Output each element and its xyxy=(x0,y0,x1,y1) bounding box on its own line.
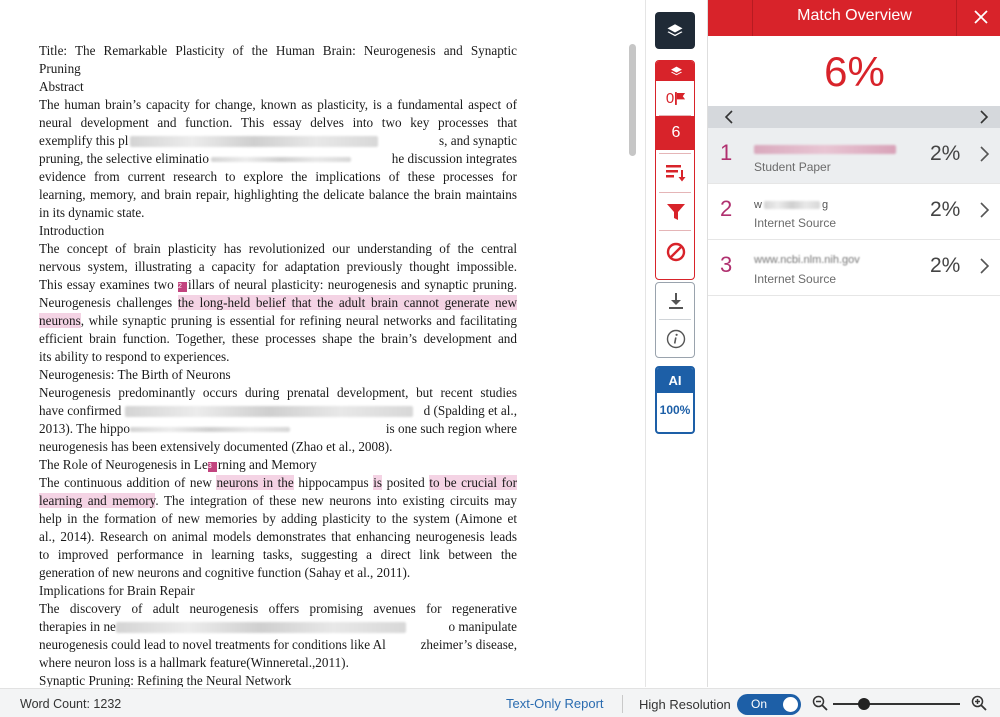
flags-button[interactable] xyxy=(656,83,695,113)
match-percent: 2% xyxy=(930,198,961,221)
toggle-state: On xyxy=(751,697,768,711)
doc-line: 2013). The hippo is one such region where xyxy=(39,421,517,436)
chevron-right-icon xyxy=(976,256,992,276)
filter-icon xyxy=(667,204,685,221)
match-percent: 2% xyxy=(930,254,961,277)
doc-line: help in the formation of new memories by adding plasticity to the system (Aimone et xyxy=(39,511,517,526)
document-text xyxy=(39,42,517,687)
doc-line: efficient brain function. Together, these processes shape the brain’s development and xyxy=(39,331,517,346)
doc-line: nervous system, illustrating a capacity for adaptation previously thought impossible. xyxy=(39,259,517,274)
match-source-type: Student Paper xyxy=(754,160,831,174)
doc-line: where neuron loss is a hallmark feature(Winneretal.,2011). xyxy=(39,655,349,670)
overall-similarity-percent: 6% xyxy=(824,48,885,95)
match-item[interactable] xyxy=(708,128,1000,184)
doc-line: therapies in ne o manipulate xyxy=(39,619,517,634)
high-resolution-toggle[interactable] xyxy=(737,694,801,715)
doc-line: exemplify this pl s, and synaptic xyxy=(39,133,517,148)
close-button[interactable] xyxy=(971,7,991,27)
section-heading-role: The Role of Neurogenesis in Le3 rning and Memory xyxy=(39,457,317,472)
doc-title-line: Pruning xyxy=(39,61,81,76)
layers-button[interactable] xyxy=(655,12,695,49)
sort-button[interactable] xyxy=(656,157,695,189)
panel-title: Match Overview xyxy=(752,0,957,36)
layers-icon xyxy=(670,65,683,78)
match-source-type: Internet Source xyxy=(754,272,837,286)
match-marker[interactable]: 2 xyxy=(178,282,187,292)
doc-line: The continuous addition of new neurons in the hippocampus is posited to be crucial for xyxy=(39,475,517,490)
match-item[interactable] xyxy=(708,240,1000,296)
doc-line: neurogenesis could lead to novel treatments for conditions like Al zheimer’s disease, xyxy=(39,637,517,652)
next-button[interactable] xyxy=(973,106,995,128)
redacted-text xyxy=(116,622,406,633)
doc-title-line: Title: The Remarkable Plasticity of the Human Brain: Neurogenesis and Synaptic xyxy=(39,43,517,58)
previous-button[interactable] xyxy=(718,106,740,128)
match-source-type: Internet Source xyxy=(754,216,837,230)
doc-line: The human brain’s capacity for change, known as plasticity, is a fundamental aspect of xyxy=(39,97,517,112)
match-count-button[interactable]: 6 xyxy=(656,116,695,150)
match-item[interactable] xyxy=(708,184,1000,240)
zoom-in-icon[interactable] xyxy=(971,695,987,711)
doc-line: have confirmed d (Spalding et al., xyxy=(39,403,517,418)
doc-line: in its dynamic state. xyxy=(39,205,145,220)
info-button[interactable] xyxy=(656,320,696,358)
ai-percent: 100% xyxy=(659,403,691,417)
flag-count: 0 xyxy=(665,89,675,107)
high-resolution-label: High Resolution xyxy=(639,697,731,712)
filter-button[interactable] xyxy=(656,196,695,228)
status-bar xyxy=(0,688,1000,717)
doc-line: Neurogenesis challenges the long-held belief that the adult brain cannot generate new xyxy=(39,295,517,310)
section-heading-introduction: Introduction xyxy=(39,223,105,238)
section-heading-abstract: Abstract xyxy=(39,79,84,94)
doc-line: to improved performance in learning tasks, suggesting a direct link between the xyxy=(39,547,517,562)
redacted-text xyxy=(211,157,351,162)
match-source-title: w g xyxy=(754,199,829,211)
chevron-left-icon xyxy=(724,110,734,124)
flag-icon xyxy=(675,92,686,105)
match-number: 1 xyxy=(720,140,733,165)
match-source-title xyxy=(754,141,896,151)
layers-icon xyxy=(666,22,684,40)
utility-tools-group xyxy=(655,282,695,358)
match-highlight[interactable]: learning and memory xyxy=(39,493,156,508)
zoom-slider-track[interactable] xyxy=(833,703,960,705)
match-marker[interactable]: 3 xyxy=(208,462,217,472)
info-icon xyxy=(666,329,686,349)
match-highlight[interactable]: to be crucial for xyxy=(429,475,517,490)
match-number: 3 xyxy=(720,252,733,277)
match-highlight[interactable]: is xyxy=(373,475,383,490)
document-scrollbar[interactable] xyxy=(629,44,636,156)
doc-line: neural development and function. This essay delves into two key processes that xyxy=(39,115,517,130)
ai-label: AI xyxy=(657,368,693,393)
match-nav-bar xyxy=(708,106,1000,128)
doc-line: The discovery of adult neurogenesis offers promising avenues for regenerative xyxy=(39,601,517,616)
match-layer-button[interactable] xyxy=(656,61,695,81)
divider xyxy=(622,695,623,713)
match-overview-panel xyxy=(707,0,1000,687)
doc-line: al., 2014). Research on animal models demonstrates that enhancing neurogenesis leads xyxy=(39,529,517,544)
doc-line: evidence from current research to explore the implications of these processes for xyxy=(39,169,517,184)
download-button[interactable] xyxy=(656,283,696,319)
zoom-out-icon[interactable] xyxy=(812,695,828,711)
toggle-knob xyxy=(783,697,798,712)
section-heading-repair: Implications for Brain Repair xyxy=(39,583,195,598)
match-source-title: www.ncbi.nlm.nih.gov xyxy=(754,254,860,266)
download-icon xyxy=(668,293,684,310)
match-percent: 2% xyxy=(930,142,961,165)
doc-line: its ability to respond to experiences. xyxy=(39,349,230,364)
text-only-report-link[interactable]: Text-Only Report xyxy=(506,696,604,711)
panel-header xyxy=(708,0,1000,36)
doc-line: learning, memory, and brain repair, highlighting the delicate balance the brain maintains xyxy=(39,187,517,202)
chevron-right-icon xyxy=(976,144,992,164)
word-count: Word Count: 1232 xyxy=(20,697,122,711)
sort-icon xyxy=(666,164,686,182)
exclude-icon xyxy=(666,242,686,262)
match-number: 2 xyxy=(720,196,733,221)
chevron-right-icon xyxy=(979,110,989,124)
doc-line: neurogenesis has been extensively documented (Zhao et al., 2008). xyxy=(39,439,393,454)
doc-line: pruning, the selective eliminatio he discussion integrates xyxy=(39,151,517,166)
redacted-text xyxy=(130,136,378,147)
exclude-button[interactable] xyxy=(656,233,695,271)
redacted-text xyxy=(125,406,413,417)
doc-line: Neurogenesis predominantly occurs during prenatal development, but recent studies xyxy=(39,385,517,400)
chevron-right-icon xyxy=(976,200,992,220)
zoom-slider-thumb[interactable] xyxy=(858,698,870,710)
doc-line: neurons, while synaptic pruning is essential for refining neural networks and facilitating xyxy=(39,313,517,328)
section-heading-pruning: Synaptic Pruning: Refining the Neural Network xyxy=(39,673,292,687)
match-tools-group xyxy=(655,60,695,280)
ai-writing-button[interactable] xyxy=(655,366,695,434)
close-icon xyxy=(971,7,991,27)
doc-line: The concept of brain plasticity has revolutionized our understanding of the central xyxy=(39,241,517,256)
match-highlight[interactable]: neurons in the xyxy=(216,475,294,490)
doc-line: generation of new neurons and cognitive function (Sahay et al., 2011). xyxy=(39,565,411,580)
divider xyxy=(645,0,646,687)
doc-line: This essay examines two 2 illars of neural plasticity: neurogenesis and synaptic pruning. xyxy=(39,277,517,292)
redacted-text xyxy=(130,427,290,432)
match-highlight[interactable]: the long-held belief that the adult brain cannot generate new xyxy=(177,295,517,310)
match-highlight[interactable]: neurons xyxy=(39,313,81,328)
section-heading-birth: Neurogenesis: The Birth of Neurons xyxy=(39,367,231,382)
doc-line: learning and memory. The integration of these new neurons into existing circuits may xyxy=(39,493,517,508)
